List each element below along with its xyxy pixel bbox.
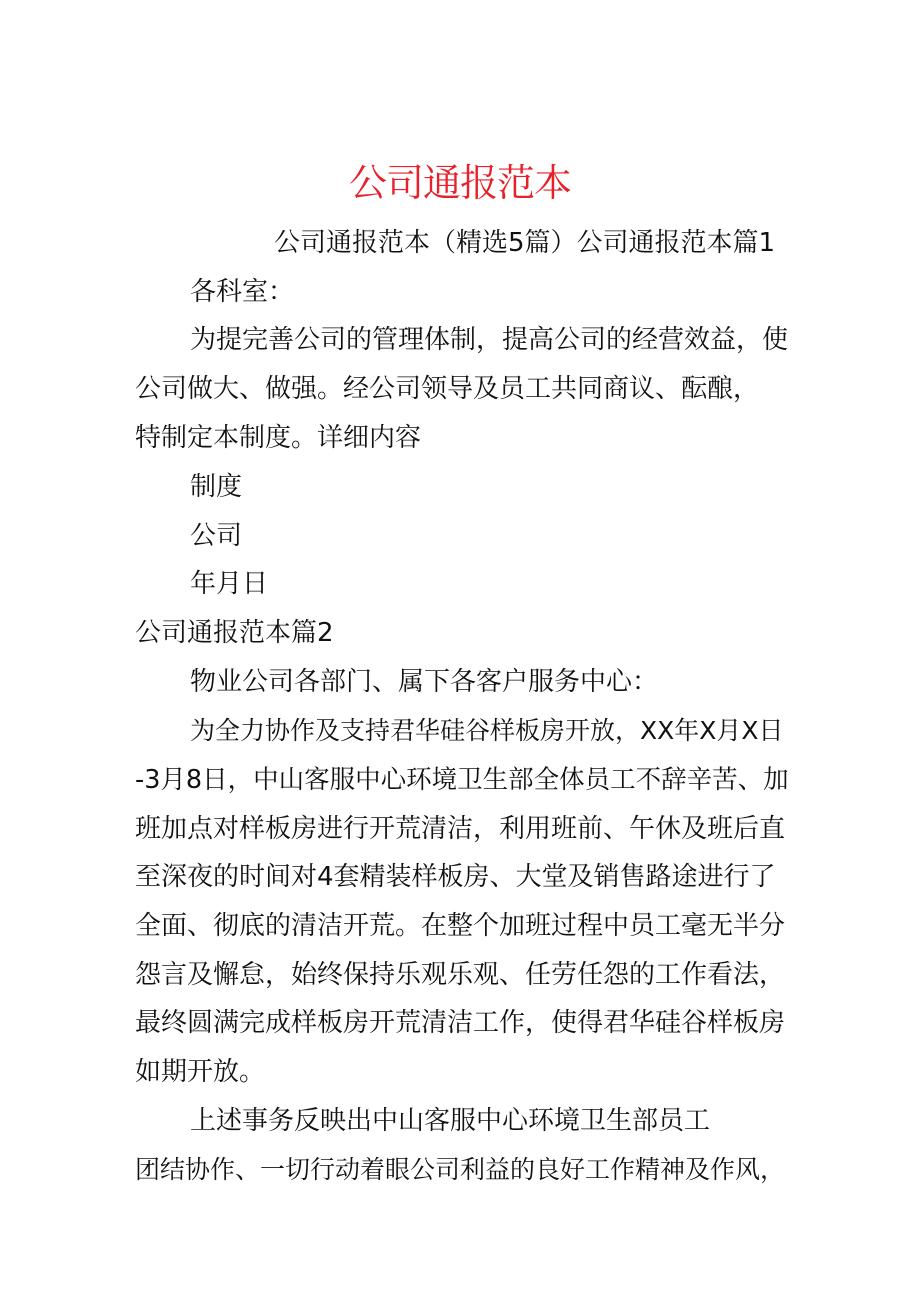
salutation-part1: 各科室： <box>190 277 295 307</box>
document-subtitle: 公司通报范本（精选5篇）公司通报范本篇1 <box>274 228 776 258</box>
sign-line-date: 年月日 <box>190 569 269 599</box>
paragraph-line: 至深夜的时间对4套精装样板房、大堂及销售路途进行了 <box>135 862 776 892</box>
paragraph-line: 如期开放。 <box>135 1057 266 1087</box>
paragraph-line: 特制定本制度。详细内容 <box>135 423 422 453</box>
sign-line-system: 制度 <box>190 472 243 502</box>
paragraph-line: 公司做大、做强。经公司领导及员工共同商议、酝酿， <box>135 374 760 404</box>
paragraph-line: 最终圆满完成样板房开荒清洁工作，使得君华硅谷样板房 <box>135 1008 786 1038</box>
document-title: 公司通报范本 <box>348 161 571 205</box>
paragraph-line: 为提完善公司的管理体制，提高公司的经营效益，使 <box>190 325 789 355</box>
paragraph-line: -3月8日，中山客服中心环境卫生部全体员工不辞辛苦、加 <box>135 765 789 795</box>
paragraph-line: 怨言及懈怠，始终保持乐观乐观、任劳任怨的工作看法， <box>135 960 786 990</box>
section-heading-part2: 公司通报范本篇2 <box>135 618 334 648</box>
paragraph-line: 班加点对样板房进行开荒清洁，利用班前、午休及班后直 <box>135 814 786 844</box>
sign-line-company: 公司 <box>190 521 243 551</box>
paragraph-line: 团结协作、一切行动着眼公司利益的良好工作精神及作风， <box>135 1155 786 1184</box>
salutation-part2: 物业公司各部门、属下各客户服务中心： <box>190 667 659 697</box>
paragraph-line: 全面、彻底的清洁开荒。在整个加班过程中员工毫无半分 <box>135 911 786 941</box>
paragraph-line: 为全力协作及支持君华硅谷样板房开放，XX年X月X日 <box>190 716 784 745</box>
paragraph-line: 上述事务反映出中山客服中心环境卫生部员工 <box>190 1106 711 1136</box>
